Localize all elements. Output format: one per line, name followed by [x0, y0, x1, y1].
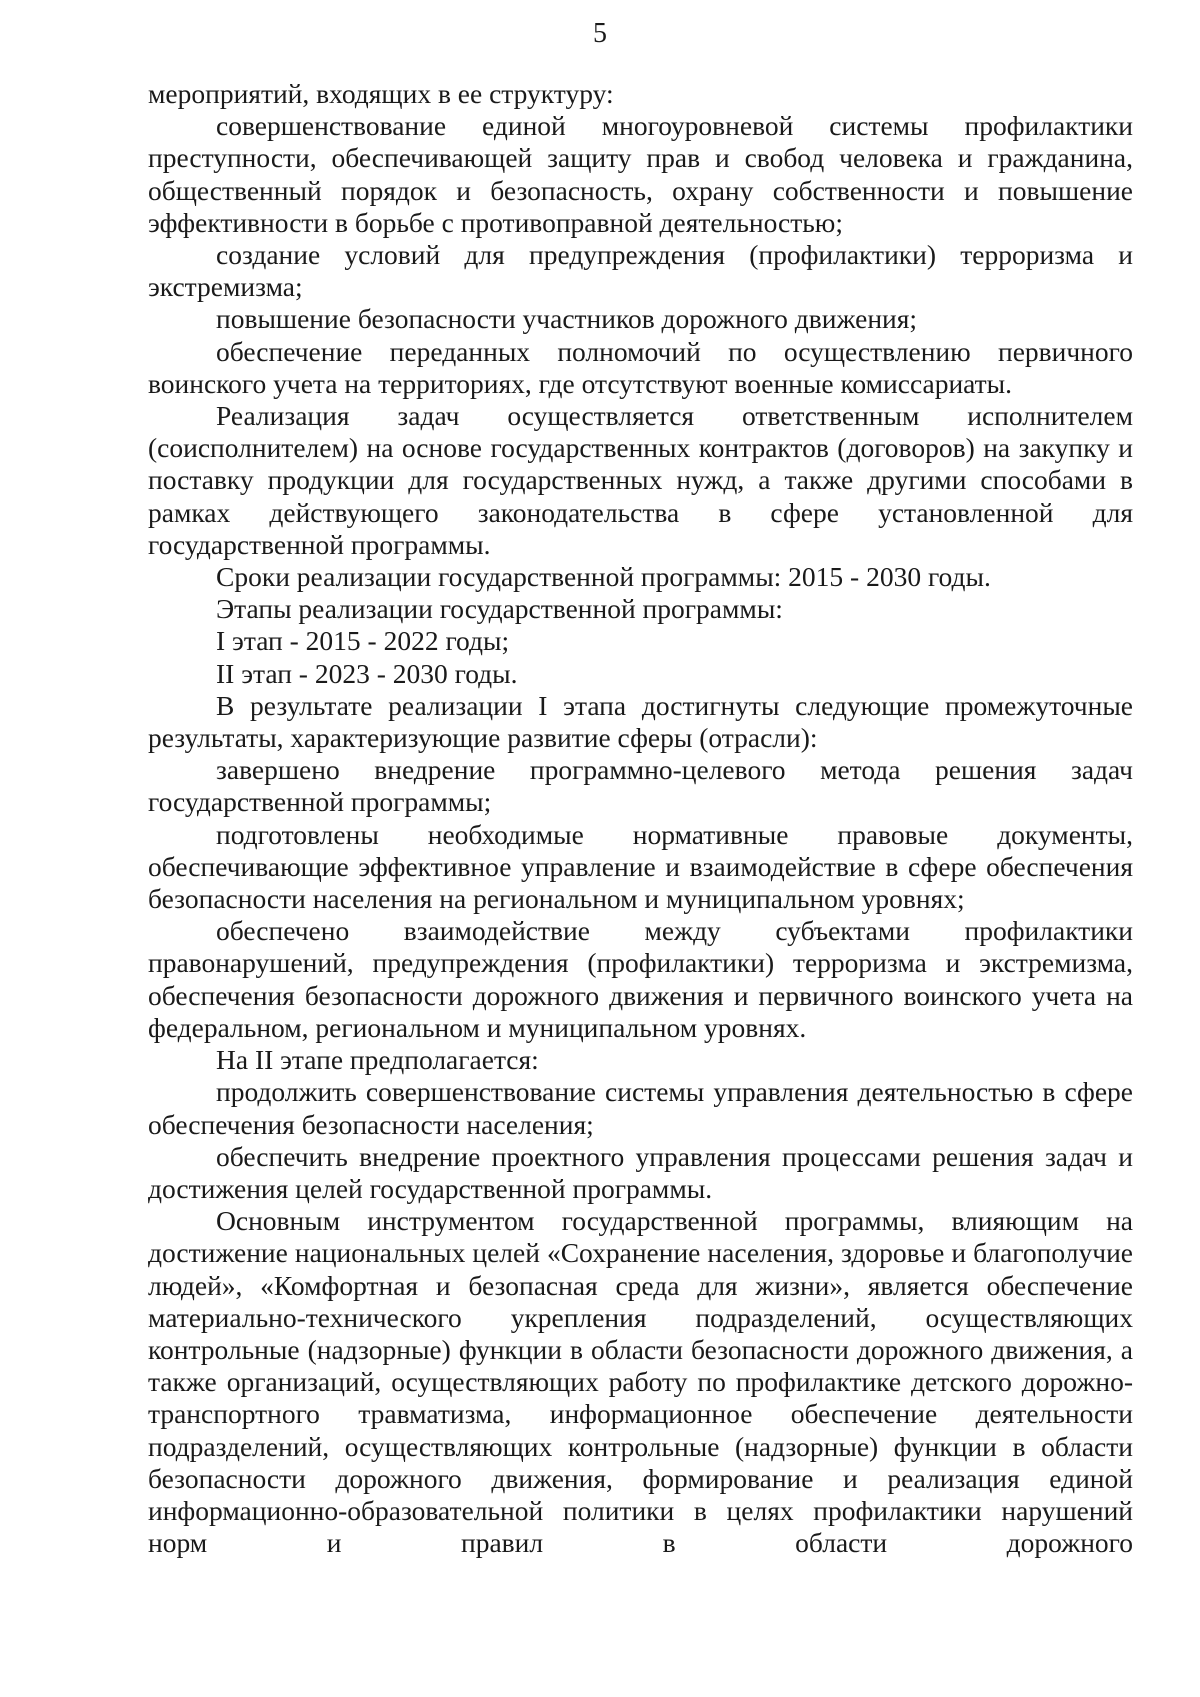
paragraph: I этап - 2015 - 2022 годы; [216, 625, 510, 657]
paragraph: Этапы реализации государственной программы: [216, 593, 783, 625]
paragraph: обеспечено взаимодействие между субъектами профилактики правонарушений, предупреждения (профилактики) терроризма и экстремизма, обеспечения безопасности дорожного движения и первичного воинского учета на федеральном, региональном и муниципальном уровнях. [148, 915, 1133, 1043]
document-body [148, 78, 1133, 1559]
page-number: 5 [593, 18, 607, 49]
paragraph: На II этапе предполагается: [216, 1044, 539, 1076]
paragraph: создание условий для предупреждения (профилактики) терроризма и экстремизма; [148, 239, 1133, 303]
paragraph: В результате реализации I этапа достигнуты следующие промежуточные результаты, характеризующие развитие сферы (отрасли): [148, 689, 1133, 754]
paragraph: Основным инструментом государственной программы, влияющим на достижение национальных целей «Сохранение населения, здоровье и благополучие людей», «Комфортная и безопасная среда для жизни», является обеспечение материально-технического укрепления подразделений, осуществляющих контрольные (надзорные) функции в области безопасности дорожного движения, а также организаций, осуществляющих работу по профилактике детского дорожно-транспортного травматизма, информационное обеспечение деятельности подразделений, осуществляющих контрольные (надзорные) функции в области безопасности дорожного движения, формирование и реализация единой информационно-образовательной политики в целях профилактики нарушений норм и правил в области дорожного [148, 1205, 1133, 1559]
paragraph: Сроки реализации государственной программы: 2015 - 2030 годы. [216, 561, 991, 593]
paragraph: подготовлены необходимые нормативные правовые документы, обеспечивающие эффективное управление и взаимодействие в сфере обеспечения безопасности населения на региональном и муниципальном уровнях; [148, 818, 1133, 915]
paragraph: мероприятий, входящих в ее структуру: [148, 78, 614, 109]
paragraph: повышение безопасности участников дорожного движения; [216, 303, 918, 335]
paragraph: обеспечить внедрение проектного управления процессами решения задач и достижения целей государственной программы. [148, 1140, 1133, 1204]
paragraph: завершено внедрение программно-целевого метода решения задач государственной программы; [148, 754, 1133, 818]
paragraph: совершенствование единой многоуровневой системы профилактики преступности, обеспечивающей защиту прав и свобод человека и гражданина, общественный порядок и безопасность, охрану собственности и повышение эффективности в борьбе с противоправной деятельностью; [148, 110, 1133, 238]
paragraph: обеспечение переданных полномочий по осуществлению первичного воинского учета на территориях, где отсутствуют военные комиссариаты. [148, 335, 1133, 399]
paragraph: продолжить совершенствование системы управления деятельностью в сфере обеспечения безопасности населения; [148, 1076, 1133, 1140]
paragraph: II этап - 2023 - 2030 годы. [216, 657, 518, 689]
paragraph: Реализация задач осуществляется ответственным исполнителем (соисполнителем) на основе государственных контрактов (договоров) на закупку и поставку продукции для государственных нужд, а также другими способами в рамках действующего законодательства в сфере установленной для государственной программы. [148, 400, 1133, 560]
